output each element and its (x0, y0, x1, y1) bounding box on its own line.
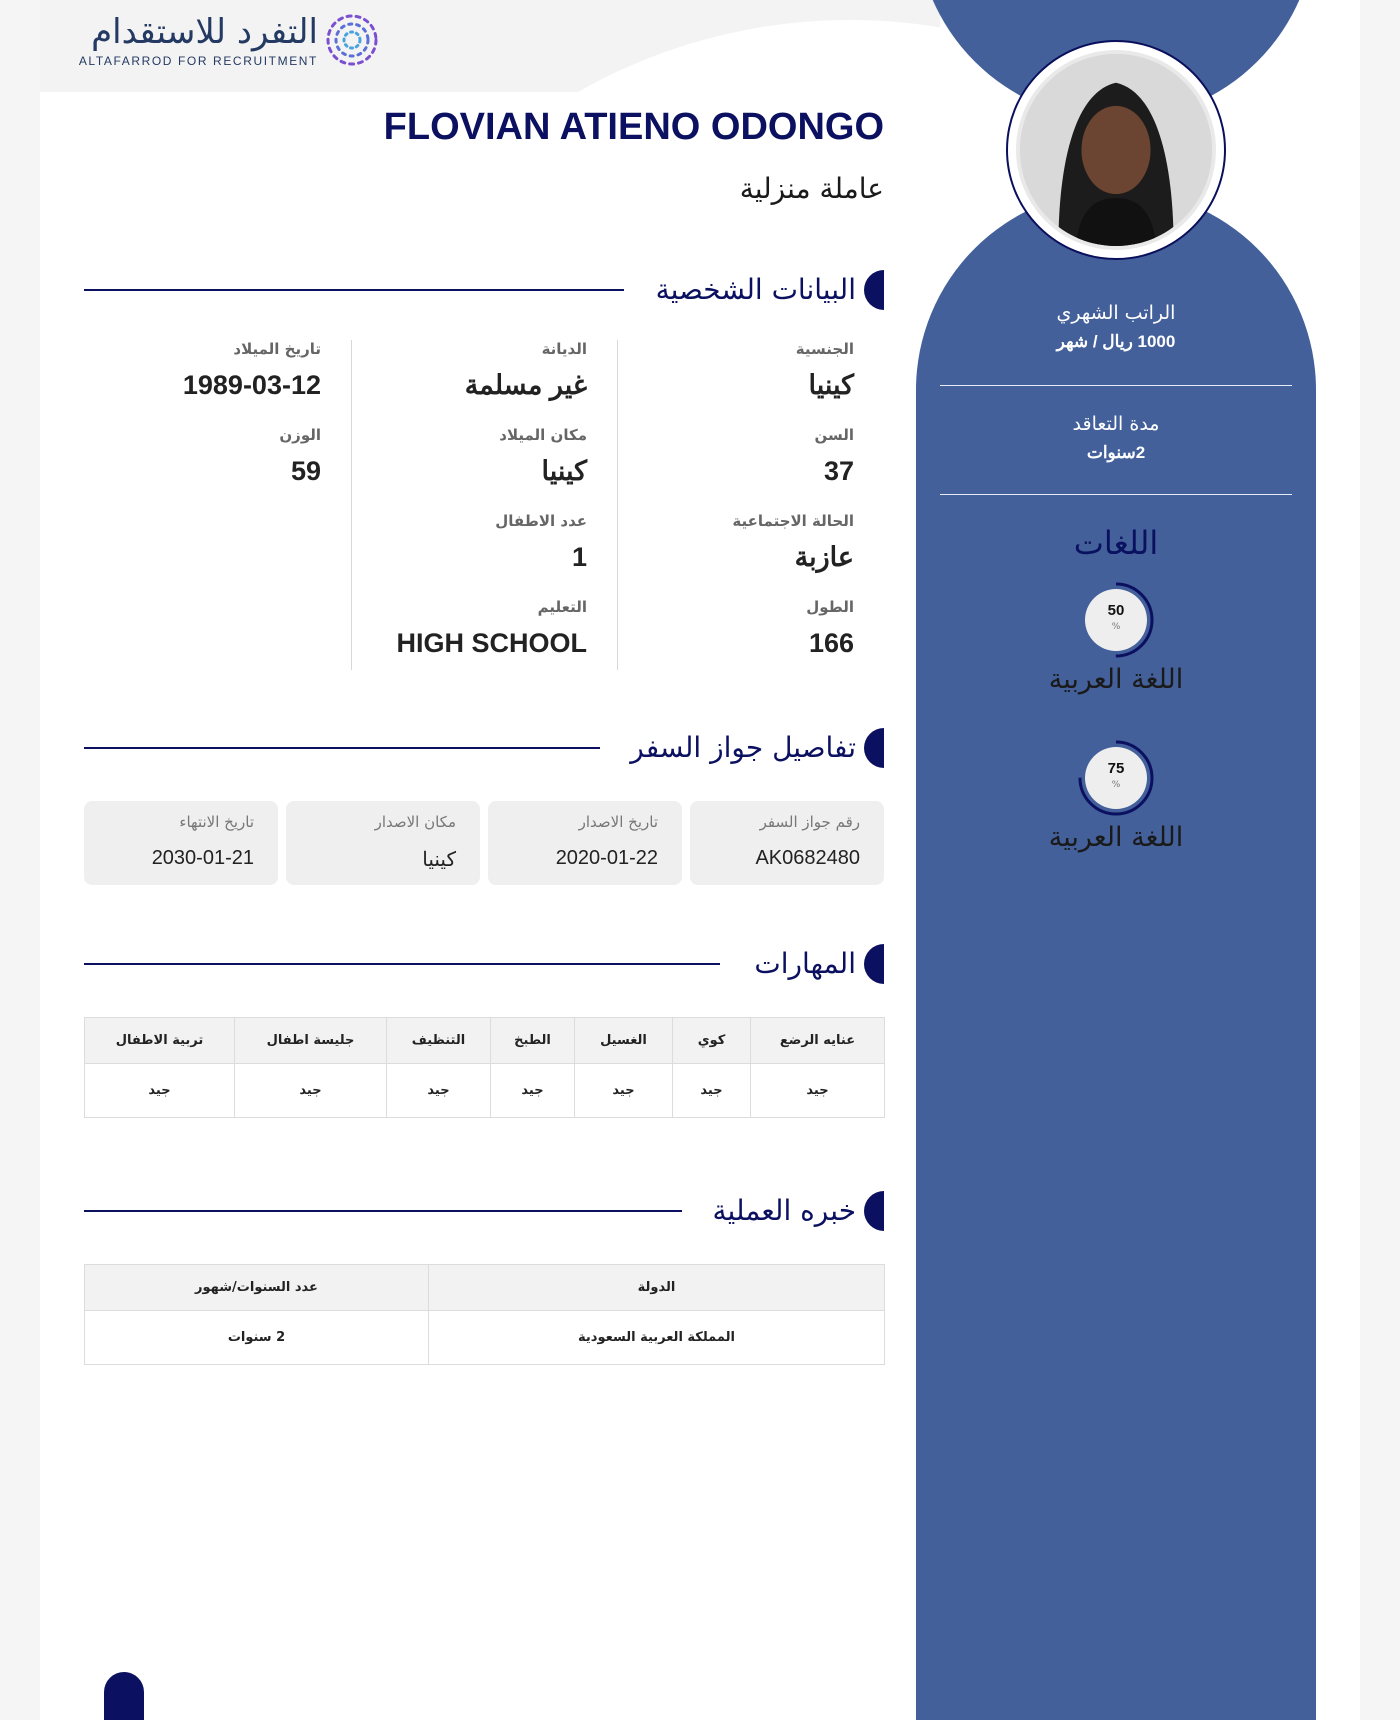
section-divider-line (84, 289, 624, 291)
passport-expiry-date-card: تاريخ الانتهاء 2030-01-21 (84, 801, 278, 885)
contract-value: 2سنوات (1086, 443, 1146, 462)
profile-photo (1016, 50, 1216, 250)
language-percent: 50 (1107, 602, 1125, 619)
field-marital-status: الحالة الاجتماعية عازبة (732, 512, 854, 572)
section-passport-header (84, 726, 884, 770)
sidebar-divider (940, 494, 1292, 495)
language-item (916, 580, 1316, 695)
company-logo (60, 12, 380, 74)
field-nationality: الجنسية كينيا (795, 340, 854, 400)
section-experience-title: خبره العملية (712, 1194, 856, 1227)
table-cell: جيد (387, 1064, 491, 1118)
table-header-cell: عنايه الرضع (751, 1018, 885, 1064)
table-cell: جيد (575, 1064, 673, 1118)
table-cell: جيد (235, 1064, 387, 1118)
language-progress-ring (1076, 738, 1156, 818)
field-children-count: عدد الاطفال 1 (495, 512, 587, 572)
table-header-cell: جليسة اطفال (235, 1018, 387, 1064)
logo-english-name: ALTAFARROD FOR RECRUITMENT (78, 54, 318, 68)
experience-table (84, 1264, 885, 1365)
table-cell: 2 سنوات (85, 1311, 429, 1365)
passport-number-card: رقم جواز السفر AK0682480 (690, 801, 884, 885)
salary-label: الراتب الشهري (1056, 302, 1176, 324)
progress-ring-svg (1076, 580, 1156, 660)
person-silhouette-icon (1020, 54, 1212, 246)
table-header-cell: الدولة (429, 1265, 885, 1311)
section-personal-title: البيانات الشخصية (655, 273, 856, 306)
job-title: عاملة منزلية (739, 172, 884, 205)
section-divider-line (84, 1210, 682, 1212)
contract-label: مدة التعاقد (1072, 413, 1160, 435)
skills-table (84, 1017, 885, 1118)
profile-photo-frame (1006, 40, 1226, 260)
section-divider-line (84, 963, 720, 965)
field-weight: الوزن 59 (279, 426, 321, 486)
salary-value: 1000 ريال / شهر (1056, 332, 1176, 351)
table-cell: جيد (673, 1064, 751, 1118)
field-education: التعليم HIGH SCHOOL (396, 598, 587, 658)
table-row (85, 1064, 885, 1118)
language-item (916, 738, 1316, 853)
contract-block (916, 413, 1316, 463)
section-personal-header (84, 268, 884, 312)
languages-title: اللغات (1073, 524, 1159, 562)
sidebar-divider (940, 385, 1292, 386)
section-skills-header (84, 942, 884, 986)
field-religion: الديانة غير مسلمة (464, 340, 587, 400)
logo-mark-icon (324, 12, 380, 68)
section-experience-header (84, 1189, 884, 1233)
section-marker (864, 944, 884, 984)
language-name: اللغة العربية (1048, 664, 1184, 695)
field-birth-place: مكان الميلاد كينيا (499, 426, 587, 486)
field-height: الطول 166 (806, 598, 854, 658)
decorative-pill (104, 1672, 144, 1720)
section-skills-title: المهارات (754, 947, 856, 980)
salary-block (916, 302, 1316, 352)
personal-column-3 (86, 340, 352, 670)
percent-sign: % (1111, 780, 1121, 790)
language-percent: 75 (1107, 760, 1125, 777)
table-header-row (85, 1018, 885, 1064)
personal-column-2 (352, 340, 618, 670)
cv-page (40, 0, 1360, 1720)
table-header-cell: كوي (673, 1018, 751, 1064)
passport-issue-place-card: مكان الاصدار كينيا (286, 801, 480, 885)
table-cell: جيد (751, 1064, 885, 1118)
section-divider-line (84, 747, 600, 749)
section-marker (864, 1191, 884, 1231)
table-row (85, 1311, 885, 1365)
section-marker (864, 270, 884, 310)
percent-sign: % (1111, 622, 1121, 632)
table-header-cell: تربية الاطفال (85, 1018, 235, 1064)
personal-data-grid (84, 340, 884, 670)
field-birth-date: تاريخ الميلاد 1989-03-12 (182, 340, 321, 400)
logo-arabic-name: التفرد للاستقدام (91, 12, 318, 52)
passport-cards (84, 801, 884, 885)
section-marker (864, 728, 884, 768)
table-cell: جيد (491, 1064, 575, 1118)
progress-ring-svg (1076, 738, 1156, 818)
field-age: السن 37 (814, 426, 854, 486)
table-header-cell: الغسيل (575, 1018, 673, 1064)
personal-column-1 (618, 340, 884, 670)
language-progress-ring (1076, 580, 1156, 660)
table-cell: المملكة العربية السعودية (429, 1311, 885, 1365)
section-passport-title: تفاصيل جواز السفر (630, 731, 856, 764)
table-header-cell: الطبخ (491, 1018, 575, 1064)
table-header-cell: التنظيف (387, 1018, 491, 1064)
table-header-cell: عدد السنوات/شهور (85, 1265, 429, 1311)
language-name: اللغة العربية (1048, 822, 1184, 853)
sidebar (916, 0, 1316, 1720)
table-header-row (85, 1265, 885, 1311)
table-cell: جيد (85, 1064, 235, 1118)
passport-issue-date-card: تاريخ الاصدار 2020-01-22 (488, 801, 682, 885)
candidate-name: FLOVIAN ATIENO ODONGO (383, 106, 884, 148)
